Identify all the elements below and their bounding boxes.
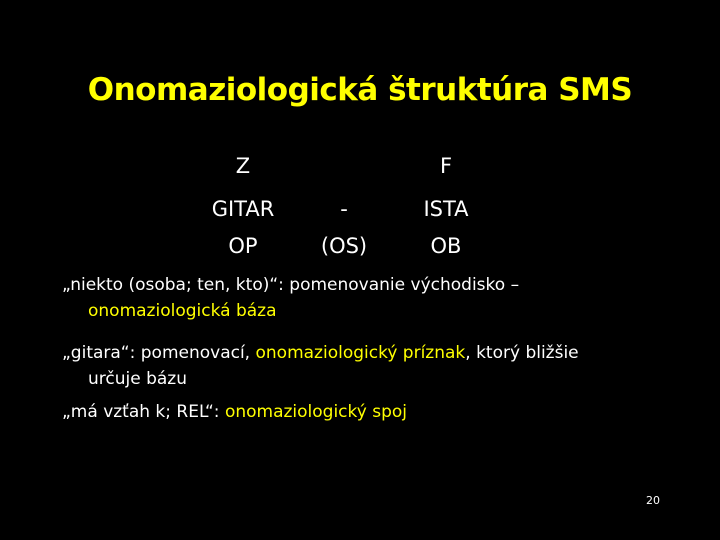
explanation-paragraph-link (62, 399, 672, 425)
page-number: 20 (646, 494, 660, 507)
structure-cell-dash: - (340, 197, 348, 221)
explanation-paragraph-feature (62, 340, 672, 392)
paragraph-text: „niekto (osoba; ten, kto)“: pomenovanie východisko – (62, 275, 520, 295)
structure-cell-gitar: GITAR (211, 197, 275, 221)
structure-cell-os: (OS) (320, 234, 368, 258)
structure-cell-op: OP (228, 234, 258, 258)
highlight-term: onomaziologický príznak (255, 343, 466, 363)
structure-cell-ob: OB (430, 234, 462, 258)
paragraph-text: určuje bázu (88, 369, 188, 389)
structure-cell-z: Z (235, 154, 251, 178)
explanation-paragraph-base (62, 272, 672, 324)
highlight-term: onomaziologický spoj (224, 402, 407, 422)
paragraph-text: , ktorý bližšie (465, 343, 579, 363)
slide-title: Onomaziologická štruktúra SMS (87, 72, 633, 108)
paragraph-text: „má vzťah k; REL“: (62, 402, 225, 422)
structure-cell-f: F (439, 154, 453, 178)
paragraph-text: „gitara“: pomenovací, (62, 343, 256, 363)
structure-cell-ista: ISTA (423, 197, 469, 221)
highlight-term: onomaziologická báza (88, 301, 277, 321)
